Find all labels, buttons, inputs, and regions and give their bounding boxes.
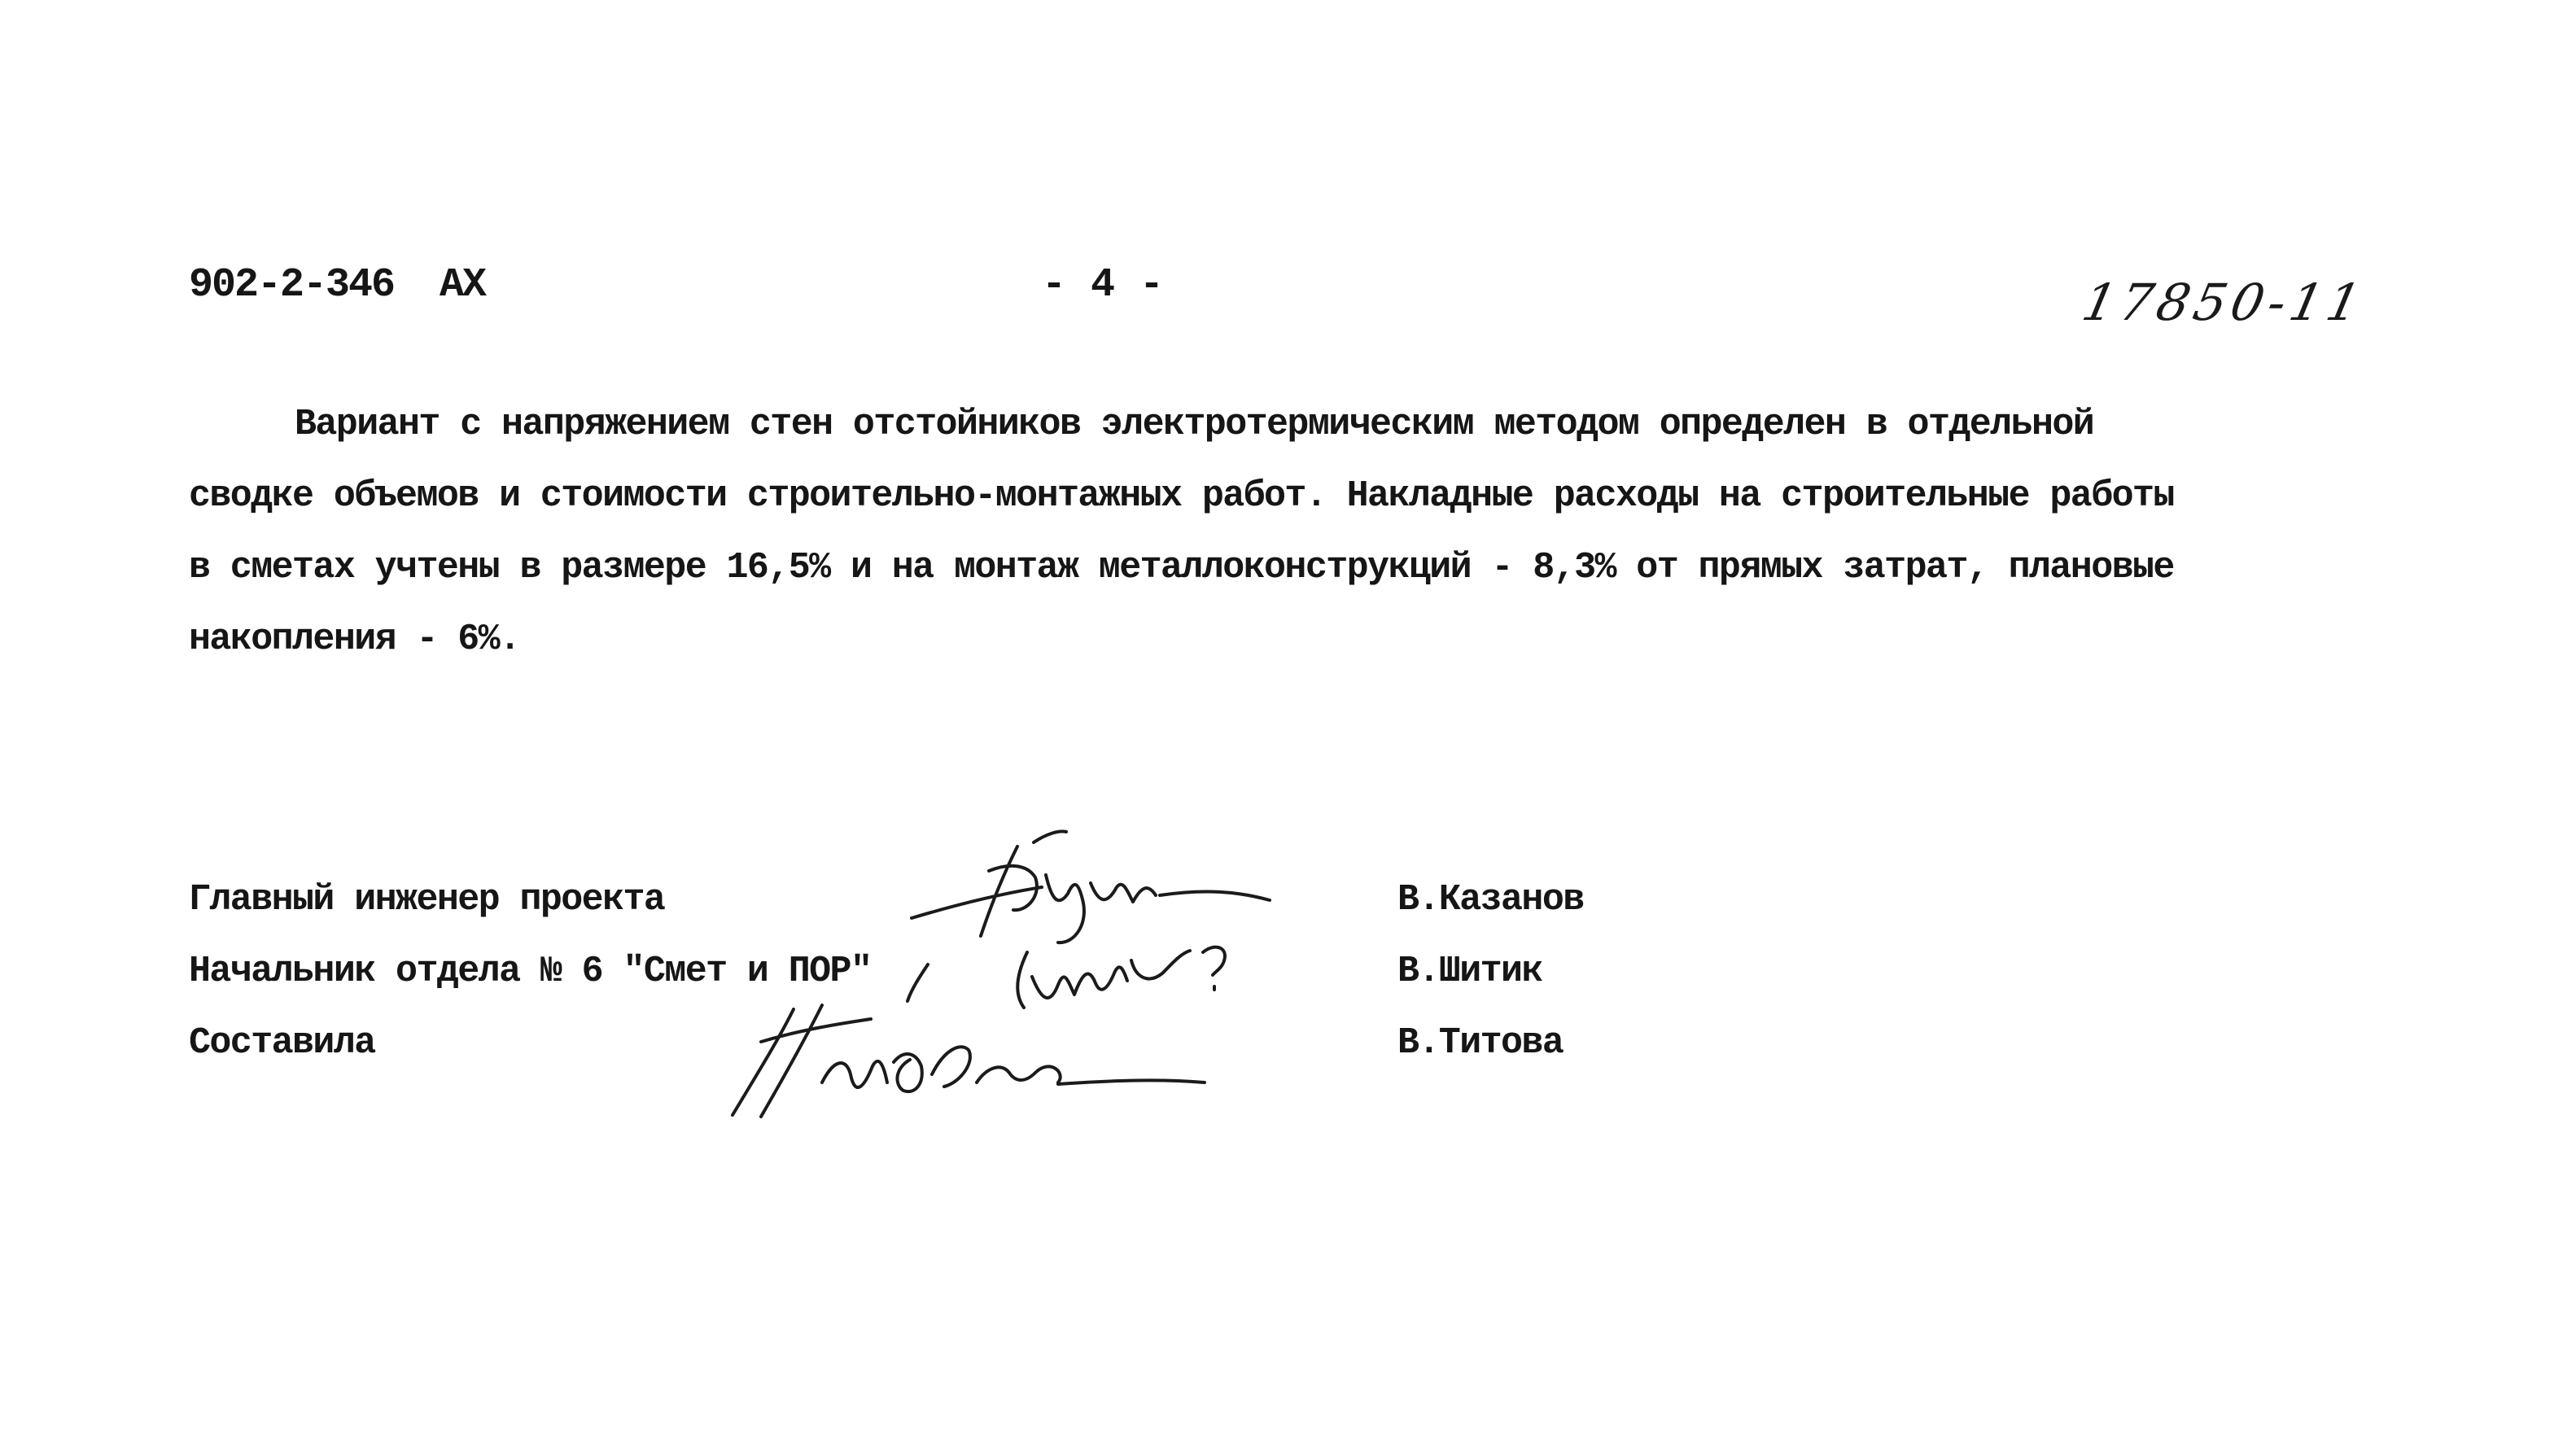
body-text (189, 389, 2191, 676)
signature-titova (733, 1005, 1205, 1117)
signature-name-chief-engineer: В.Казанов (1397, 879, 1584, 921)
document-code: 902-2-346 АХ (189, 262, 486, 308)
signature-title-chief-engineer: Главный инженер проекта (189, 879, 665, 921)
signature-name-compiler: В.Титова (1397, 1022, 1564, 1064)
signature-title-department-head: Начальник отдела № 6 "Смет и ПОР" (189, 951, 872, 992)
signature-name-department-head: В.Шитик (1397, 951, 1542, 992)
signature-shitik (908, 947, 1225, 1008)
body-paragraph: Вариант с напряжением стен отстойников электротермическим методом определен в отдельной сводке объемов и стоимости строительно-монтажных работ. Накладные расходы на строительные работы в сметах учтены в размере 16,5% и на монтаж металлоконструкций - 8,3% от прямых затрат, плановые накопления - 6%. (189, 404, 2174, 660)
signature-kazanov (912, 832, 1270, 943)
page-number: - 4 - (1042, 262, 1165, 308)
handwritten-reference-number: 17850-11 (2077, 273, 2371, 332)
signature-title-compiler: Составила (189, 1022, 375, 1064)
